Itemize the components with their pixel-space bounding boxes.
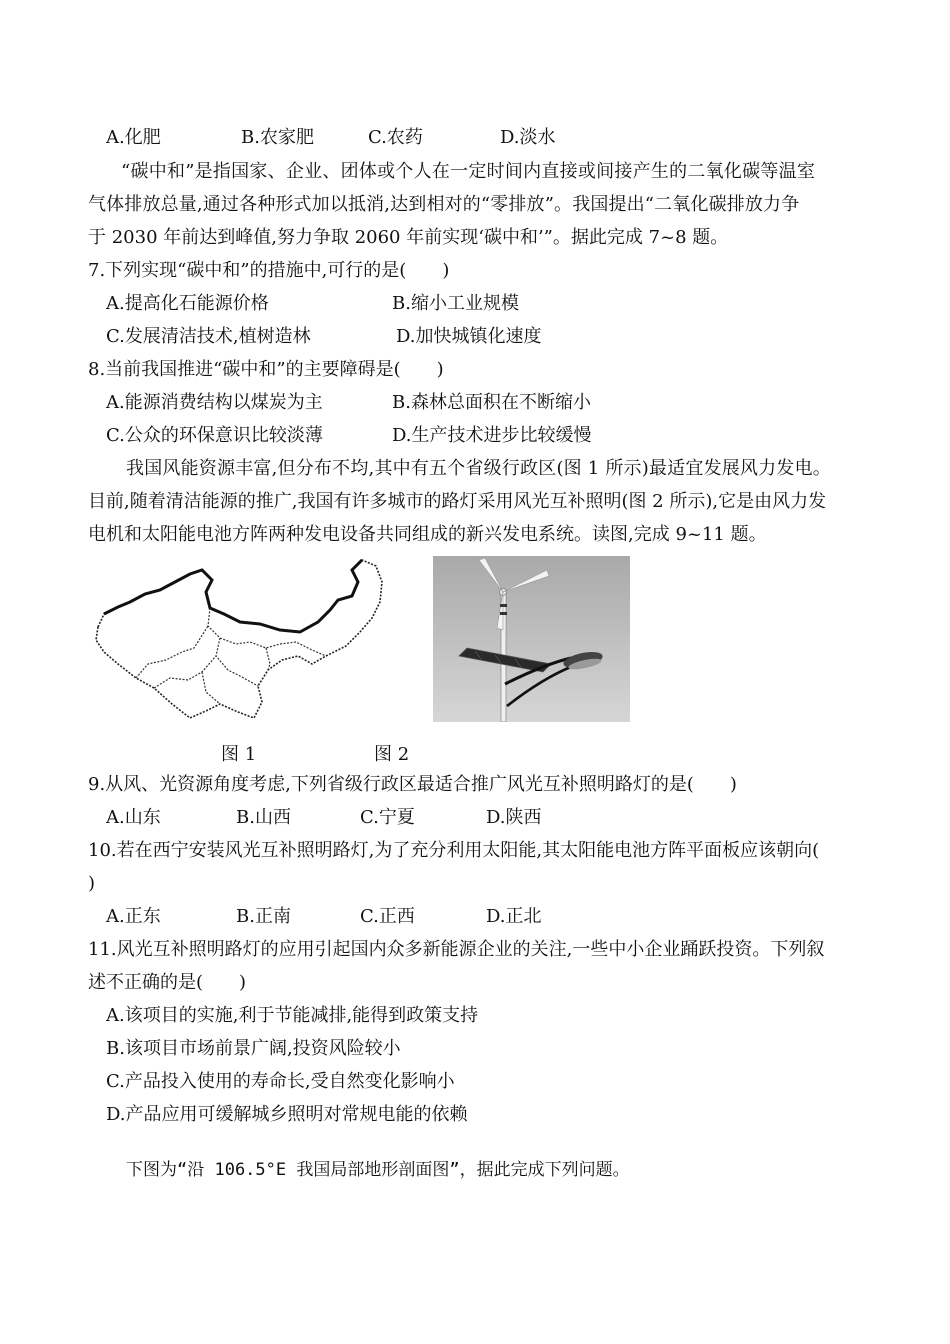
q7-option-c: C.发展清洁技术,植树造林 <box>106 326 311 347</box>
q10-stem-line1: 10.若在西宁安装风光互补照明路灯,为了充分利用太阳能,其太阳能电池方阵平面板应该朝向( <box>88 840 820 861</box>
q6-option-a: A.化肥 <box>106 127 161 148</box>
q9-option-d: D.陕西 <box>486 807 542 828</box>
q10-option-a: A.正东 <box>106 906 161 927</box>
q8-option-d: D.生产技术进步比较缓慢 <box>392 425 592 446</box>
q11-stem-line2: 述不正确的是( ) <box>88 972 247 993</box>
passage1-line2: 气体排放总量,通过各种形式加以抵消,达到相对的“零排放”。我国提出“二氧化碳排放力争 <box>88 194 800 215</box>
figure1-caption: 图 1 <box>221 744 257 765</box>
passage3: 下图为“沿 106.5°E 我国局部地形剖面图”，据此完成下列问题。 <box>126 1160 630 1180</box>
passage2-line3: 电机和太阳能电池方阵两种发电设备共同组成的新兴发电系统。读图,完成 9~11 题。 <box>88 524 767 545</box>
figure1-map <box>90 552 390 724</box>
q10-stem-line2: ) <box>88 873 96 894</box>
q10-option-c: C.正西 <box>360 906 415 927</box>
q8-option-a: A.能源消费结构以煤炭为主 <box>106 392 323 413</box>
figure2-caption: 图 2 <box>374 744 410 765</box>
q9-option-c: C.宁夏 <box>360 807 415 828</box>
q7-option-a: A.提高化石能源价格 <box>106 293 269 314</box>
q7-option-d: D.加快城镇化速度 <box>396 326 542 347</box>
q6-option-b: B.农家肥 <box>241 127 314 148</box>
q6-option-c: C.农药 <box>368 127 423 148</box>
passage1-line3: 于 2030 年前达到峰值,努力争取 2060 年前实现‘碳中和’”。据此完成 7~8 题。 <box>88 227 729 248</box>
q9-option-a: A.山东 <box>106 807 161 828</box>
q7-stem: 7.下列实现“碳中和”的措施中,可行的是( ) <box>88 260 450 281</box>
q9-stem: 9.从风、光资源角度考虑,下列省级行政区最适合推广风光互补照明路灯的是( ) <box>88 774 737 795</box>
figure2-wind-solar-streetlight <box>433 556 630 722</box>
q8-option-c: C.公众的环保意识比较淡薄 <box>106 425 323 446</box>
passage1-line1: “碳中和”是指国家、企业、团体或个人在一定时间内直接或间接产生的二氧化碳等温室 <box>121 161 816 182</box>
passage2-line1: 我国风能资源丰富,但分布不均,其中有五个省级行政区(图 1 所示)最适宜发展风力发电。 <box>126 458 831 479</box>
q8-stem: 8.当前我国推进“碳中和”的主要障碍是( ) <box>88 359 444 380</box>
q11-option-b: B.该项目市场前景广阔,投资风险较小 <box>106 1038 401 1059</box>
q11-option-a: A.该项目的实施,利于节能减排,能得到政策支持 <box>106 1005 479 1026</box>
q8-option-b: B.森林总面积在不断缩小 <box>392 392 591 413</box>
q6-option-d: D.淡水 <box>500 127 556 148</box>
q11-option-d: D.产品应用可缓解城乡照明对常规电能的依赖 <box>106 1104 468 1125</box>
q7-option-b: B.缩小工业规模 <box>392 293 519 314</box>
q11-option-c: C.产品投入使用的寿命长,受自然变化影响小 <box>106 1071 455 1092</box>
passage2-line2: 目前,随着清洁能源的推广,我国有许多城市的路灯采用风光互补照明(图 2 所示),它是由风力发 <box>88 491 827 512</box>
q9-option-b: B.山西 <box>236 807 291 828</box>
q10-option-b: B.正南 <box>236 906 291 927</box>
q11-stem-line1: 11.风光互补照明路灯的应用引起国内众多新能源企业的关注,一些中小企业踊跃投资。下列叙 <box>88 939 825 960</box>
q10-option-d: D.正北 <box>486 906 542 927</box>
